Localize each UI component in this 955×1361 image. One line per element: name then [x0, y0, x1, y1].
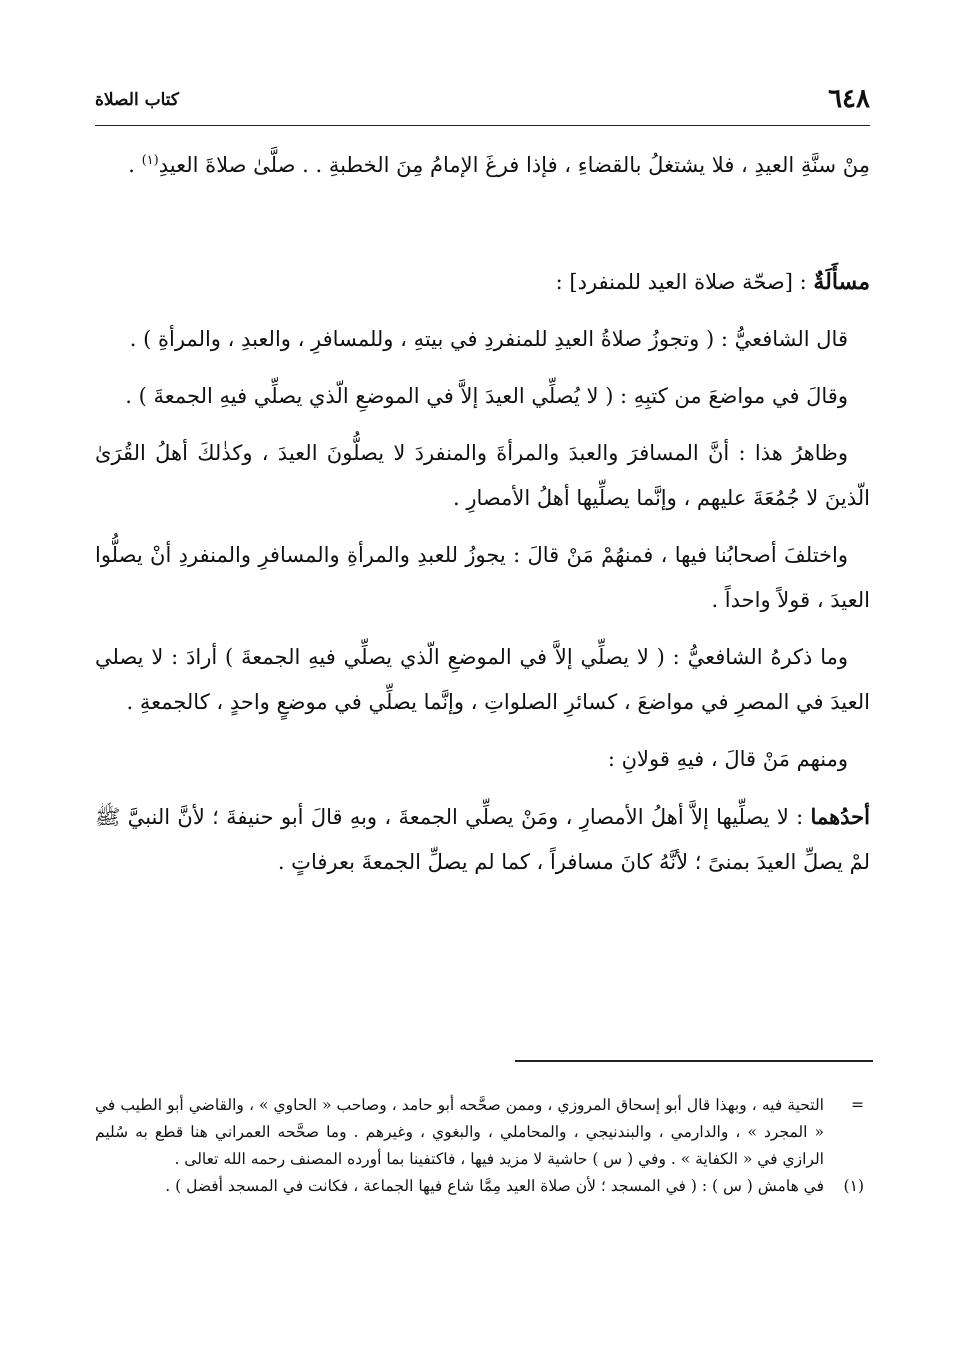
footnote-divider	[515, 1060, 873, 1062]
footnote-1	[95, 1173, 870, 1200]
header-divider	[95, 125, 870, 126]
page-number: ٦٤٨	[828, 84, 870, 114]
paragraph-6: وما ذكرهُ الشافعيُّ : ( لا يصلِّي إلاَّ في الموضعِ الّذي يصلِّي فيهِ الجمعةَ ) أرادَ : لا يصلي العيدَ في المصرِ في مواضعَ ، كسائرِ الصلواتِ ، وإنَّما يصلِّي في موضعٍ واحدٍ ، كالجمعةِ .	[95, 645, 870, 714]
page-header	[95, 78, 870, 118]
section-spacer	[95, 200, 870, 260]
paragraph-1-end: .	[128, 153, 142, 177]
running-title: كتاب الصلاة	[95, 90, 180, 110]
masala-term: مسأَلَةٌ	[813, 269, 870, 295]
paragraph-4: وظاهرُ هذا : أنَّ المسافرَ والعبدَ والمرأةَ والمنفردَ لا يصلُّونَ العيدَ ، وكذٰلكَ أهلُ القُرَىٰ الّذينَ لا جُمُعَةَ عليهم ، وإنَّما يصلِّيها أهلُ الأمصارِ .	[95, 441, 870, 510]
paragraph-8-term: أحدُهما	[810, 804, 870, 829]
paragraph-8-text: : لا يصلِّيها إلاَّ أهلُ الأمصارِ ، ومَنْ يصلِّي الجمعةَ ، وبهِ قالَ أبو حنيفةَ ؛ لأنَّ النبيَّ ﷺ لمْ يصلِّ العيدَ بمنىً ؛ لأنَّهُ كانَ مسافراً ، كما لم يصلِّ الجمعةَ بعرفاتٍ .	[95, 805, 870, 874]
footnote-ref-1: (١)	[141, 153, 159, 168]
paragraph-8	[95, 794, 870, 885]
footnote-text: في هامش ( س ) : ( في المسجد ؛ لأن صلاة العيد مِمَّا شاع فيها الجماعة ، فكانت في المسجد أفضل ) .	[165, 1177, 824, 1195]
masala-title: : [صحّة صلاة العيد للمنفرد] :	[555, 270, 814, 294]
main-text	[95, 138, 870, 897]
paragraph-1-text: مِنْ سنَّةِ العيدِ ، فلا يشتغلُ بالقضاءِ ، فإذا فرغَ الإمامُ مِنَ الخطبةِ . . صلَّىٰ صلاةَ العيدِ	[158, 153, 870, 177]
paragraph-2: قال الشافعيُّ : ( وتجوزُ صلاةُ العيدِ للمنفردِ في بيتهِ ، وللمسافرِ ، والعبدِ ، والمرأةِ ) .	[129, 327, 848, 351]
paragraph-3: وقالَ في مواضعَ من كتبِهِ : ( لا يُصلِّي العيدَ إلاَّ في الموضعِ الّذي يصلِّي فيهِ الجمعةَ ) .	[125, 384, 848, 408]
masala-heading	[95, 260, 870, 305]
footnote-mark: =	[851, 1096, 864, 1114]
footnotes	[95, 1092, 870, 1200]
paragraph-7: ومنهم مَنْ قالَ ، فيهِ قولانِ :	[607, 747, 848, 771]
footnote-continued	[95, 1092, 870, 1173]
footnote-mark: (١)	[843, 1177, 864, 1195]
footnote-text: التحية فيه ، وبهذا قال أبو إسحاق المروزي ، وممن صحَّحه أبو حامد ، وصاحب « الحاوي » ، والقاضي أبو الطيب في « المجرد » ، والدارمي ، والبندنيجي ، والمحاملي ، والبغوي ، وغيرهم . وما صحَّحه العمراني هنا قطع به سُليم الرازي في « الكفاية » . وفي ( س ) حاشية لا مزيد فيها ، فاكتفينا بما أورده المصنف رحمه الله تعالى .	[95, 1096, 824, 1168]
paragraph-5: واختلفَ أصحابُنا فيها ، فمنهُمْ مَنْ قالَ : يجوزُ للعبدِ والمرأةِ والمسافرِ والمنفردِ أنْ يصلُّوا العيدَ ، قولاً واحداً .	[95, 543, 870, 612]
paragraph-1	[95, 138, 870, 188]
